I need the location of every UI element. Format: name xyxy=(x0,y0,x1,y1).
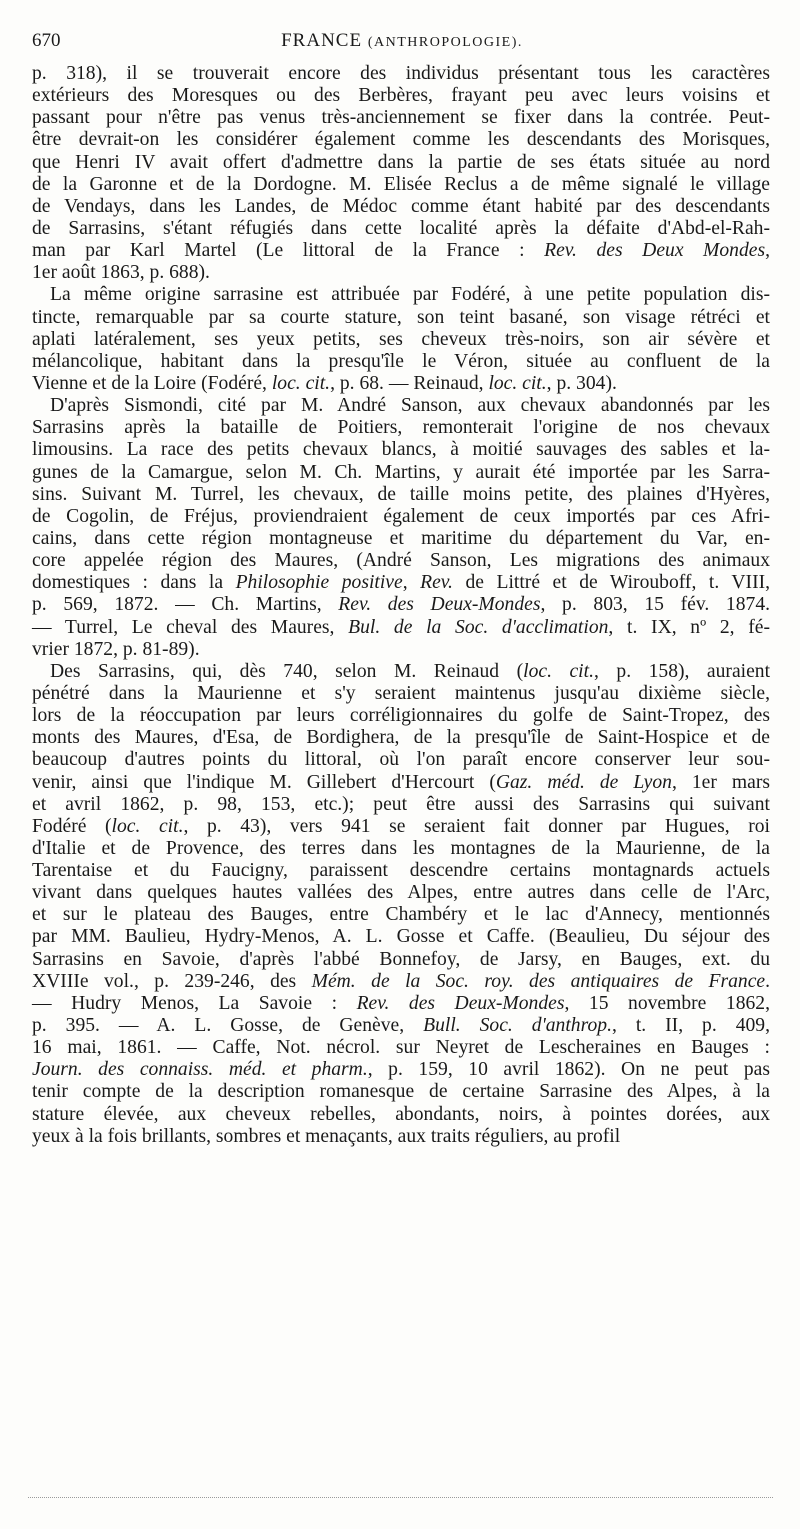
text-segment: de Vendays, dans les Landes, de Médoc comme étant habité par des descendants xyxy=(32,195,770,217)
text-segment: domestiques : dans la xyxy=(32,572,236,594)
text-segment: Rev. des Deux Mondes xyxy=(544,240,766,262)
text-segment: , t. II, p. 409, xyxy=(611,1015,770,1037)
text-line xyxy=(32,395,770,417)
text-line xyxy=(32,727,770,749)
running-title xyxy=(32,30,772,52)
text-line xyxy=(32,882,770,904)
text-line xyxy=(32,617,770,639)
text-segment: p. 395. — A. L. Gosse, de Genève, xyxy=(32,1015,424,1037)
text-segment: par MM. Baulieu, Hydry-Menos, A. L. Gosse et Caffe. (Beaulieu, Du séjour des xyxy=(32,926,770,948)
text-line xyxy=(32,926,770,948)
text-segment: et avril 1862, p. 98, 153, etc.); peut être aussi des Sarrasins qui suivant xyxy=(32,793,770,815)
text-line xyxy=(32,240,770,262)
text-segment: être devrait-on les considérer également comme les descendants des Morisques, xyxy=(32,129,770,151)
text-segment: La même origine sarrasine est attribuée par Fodéré, à une petite population dis- xyxy=(50,284,770,306)
text-segment: tenir compte de la description romanesque de certaine Sarrasine des Alpes, à la xyxy=(32,1081,770,1103)
text-segment: cains, dans cette région montagneuse et maritime du département du Var, en- xyxy=(32,527,770,549)
text-line xyxy=(32,949,770,971)
text-line xyxy=(32,572,770,594)
text-segment: Rev. xyxy=(420,572,453,594)
text-segment: pénétré dans la Maurienne et s'y seraient maintenus jusqu'au dixième siècle, xyxy=(32,682,770,704)
page-number: 670 xyxy=(32,30,61,51)
text-segment: , xyxy=(765,240,771,262)
text-segment: limousins. La race des petits chevaux blancs, à moitié sauvages des sables et la- xyxy=(32,439,770,461)
text-segment: , xyxy=(402,572,421,594)
text-line xyxy=(32,661,770,683)
text-line xyxy=(32,528,770,550)
text-segment: sins. Suivant M. Turrel, les chevaux, de taille moins petite, des plaines d'Hyères, xyxy=(32,483,770,505)
text-line xyxy=(32,307,770,329)
text-line xyxy=(32,85,770,107)
text-line xyxy=(32,683,770,705)
text-segment: — Turrel, Le cheval des Maures, xyxy=(32,616,349,638)
text-line xyxy=(32,462,770,484)
text-segment: Mém. de la Soc. roy. des antiquaires de France xyxy=(311,970,766,992)
text-segment: — Hudry Menos, La Savoie : xyxy=(32,992,357,1014)
text-line xyxy=(32,129,770,151)
text-line xyxy=(32,594,770,616)
text-segment: aplati latéralement, ses yeux petits, ses cheveux très-noirs, son air sévère et xyxy=(32,328,770,350)
text-line xyxy=(32,772,770,794)
text-segment: beaucoup d'autres points du littoral, où l'on paraît encore conserver leur sou- xyxy=(32,749,770,771)
text-line xyxy=(32,439,770,461)
text-line xyxy=(32,107,770,129)
text-line xyxy=(32,860,770,882)
text-segment: passant pour n'être pas venus très-anciennement se fixer dans la contrée. Peut- xyxy=(32,107,770,129)
body-text xyxy=(32,63,770,1148)
text-segment: de Cogolin, de Fréjus, proviendraient également de ceux importés par ces Afri- xyxy=(32,505,770,527)
text-line xyxy=(32,1059,770,1081)
text-line xyxy=(32,63,770,85)
text-segment: Sarrasins après la bataille de Poitiers, remonterait l'origine de nos chevaux xyxy=(32,417,770,439)
text-segment: core appelée région des Maures, (André Sanson, Les migrations des animaux xyxy=(32,550,770,572)
text-segment: Vienne et de la Loire (Fodéré, xyxy=(32,372,272,394)
text-segment: loc. cit. xyxy=(488,372,547,394)
bottom-rule xyxy=(28,1497,773,1498)
text-segment: Bul. de la Soc. d'acclimation xyxy=(348,616,609,638)
text-line xyxy=(32,284,770,306)
text-line xyxy=(32,904,770,926)
text-segment: de Littré et de Wirouboff, t. VIII, xyxy=(452,572,771,594)
text-line xyxy=(32,351,770,373)
text-segment: , p. 803, 15 fév. 1874. xyxy=(540,594,771,616)
text-line xyxy=(32,1126,770,1148)
text-segment: tincte, remarquable par sa courte stature, son teint basané, son visage rétréci et xyxy=(32,306,770,328)
text-segment: mélancolique, habitant dans la presqu'île le Véron, située au confluent de la xyxy=(32,350,770,372)
text-segment: de la Garonne et de la Dordogne. M. Elisée Reclus a de même signalé le village xyxy=(32,173,770,195)
text-segment: vrier 1872, p. 81-89). xyxy=(32,638,200,660)
text-segment: Gaz. méd. de Lyon xyxy=(495,771,672,793)
text-segment: , 15 novembre 1862, xyxy=(564,992,771,1014)
page-header xyxy=(32,30,772,60)
running-title-main: FRANCE xyxy=(281,30,363,51)
text-segment: loc. cit. xyxy=(271,372,331,394)
text-line xyxy=(32,705,770,727)
text-segment: vivant dans quelques hautes vallées des Alpes, entre autres dans celle de l'Arc, xyxy=(32,882,770,904)
text-segment: , t. IX, nº 2, fé- xyxy=(608,616,771,638)
text-segment: , 1er mars xyxy=(671,771,770,793)
text-segment: Rev. des Deux-Mondes xyxy=(356,992,565,1014)
text-segment: , p. 159, 10 avril 1862). On ne peut pas xyxy=(367,1059,771,1081)
text-line xyxy=(32,196,770,218)
text-segment: d'Italie et de Provence, des terres dans les montagnes de la Maurienne, de la xyxy=(32,837,770,859)
text-segment: 16 mai, 1861. — Caffe, Not. nécrol. sur Neyret de Lescheraines en Bauges : xyxy=(32,1037,770,1059)
text-line xyxy=(32,152,770,174)
text-segment: Des Sarrasins, qui, dès 740, selon M. Reinaud ( xyxy=(50,660,524,682)
text-segment: extérieurs des Moresques ou des Berbères, frayant peu avec leurs voisins et xyxy=(32,85,770,107)
text-segment: et sur le plateau des Bauges, entre Chambéry et le lac d'Annecy, mentionnés xyxy=(32,904,770,926)
text-line xyxy=(32,484,770,506)
text-segment: que Henri IV avait offert d'admettre dans la partie de ses états située au nord xyxy=(32,151,770,173)
text-line xyxy=(32,1081,770,1103)
text-segment: XVIIIe vol., p. 239-246, des xyxy=(32,970,312,992)
text-segment: Sarrasins en Savoie, d'après l'abbé Bonnefoy, de Jarsy, en Bauges, ext. du xyxy=(32,948,770,970)
text-segment: monts des Maures, d'Esa, de Bordighera, de la presqu'île de Saint-Hospice et de xyxy=(32,727,770,749)
text-line xyxy=(32,218,770,240)
text-line xyxy=(32,993,770,1015)
text-segment: venir, ainsi que l'indique M. Gillebert d'Hercourt ( xyxy=(32,771,496,793)
text-segment: gunes de la Camargue, selon M. Ch. Martins, y aurait été importée par les Sarra- xyxy=(32,461,770,483)
text-line xyxy=(32,971,770,993)
text-line xyxy=(32,1104,770,1126)
text-segment: man par Karl Martel (Le littoral de la France : xyxy=(32,240,545,262)
text-line xyxy=(32,639,770,661)
text-line xyxy=(32,417,770,439)
text-segment: Philosophie positive xyxy=(235,572,403,594)
text-segment: Bull. Soc. d'anthrop. xyxy=(423,1015,612,1037)
text-segment: , p. 43), vers 941 se seraient fait donner par Hugues, roi xyxy=(183,815,771,837)
text-segment: D'après Sismondi, cité par M. André Sanson, aux chevaux abandonnés par les xyxy=(50,395,770,417)
text-segment: Tarentaise et du Faucigny, paraissent descendre certains montagnards actuels xyxy=(32,860,770,882)
text-segment: loc. cit. xyxy=(111,815,184,837)
text-segment: , p. 304). xyxy=(546,372,617,394)
text-line xyxy=(32,506,770,528)
text-segment: p. 318), il se trouverait encore des individus présentant tous les caractères xyxy=(32,63,770,84)
text-line xyxy=(32,749,770,771)
text-line xyxy=(32,550,770,572)
text-segment: loc. cit. xyxy=(523,660,594,682)
text-line xyxy=(32,373,770,395)
text-line xyxy=(32,174,770,196)
text-segment: yeux à la fois brillants, sombres et menaçants, aux traits réguliers, au profil xyxy=(32,1125,621,1147)
text-segment: , p. 68. — Reinaud, xyxy=(330,372,489,394)
text-line xyxy=(32,1037,770,1059)
text-segment: Fodéré ( xyxy=(32,815,112,837)
text-segment: lors de la réoccupation par leurs corréligionnaires du golfe de Saint-Tropez, des xyxy=(32,705,770,727)
text-segment: , p. 158), auraient xyxy=(593,660,771,682)
text-line xyxy=(32,838,770,860)
text-segment: 1er août 1863, p. 688). xyxy=(32,262,210,284)
text-segment: . xyxy=(765,970,770,992)
text-line xyxy=(32,1015,770,1037)
text-line xyxy=(32,262,770,284)
text-segment: Rev. des Deux-Mondes xyxy=(338,594,541,616)
text-segment: Journ. des connaiss. méd. et pharm. xyxy=(32,1059,368,1081)
text-line xyxy=(32,329,770,351)
text-segment: de Sarrasins, s'étant réfugiés dans cette localité après la défaite d'Abd-el-Rah- xyxy=(32,217,770,239)
text-segment: p. 569, 1872. — Ch. Martins, xyxy=(32,594,339,616)
running-title-sub: (ANTHROPOLOGIE). xyxy=(367,35,523,50)
text-line xyxy=(32,794,770,816)
text-segment: stature élevée, aux cheveux rebelles, abondants, noirs, à pointes dorées, aux xyxy=(32,1103,770,1125)
text-line xyxy=(32,816,770,838)
